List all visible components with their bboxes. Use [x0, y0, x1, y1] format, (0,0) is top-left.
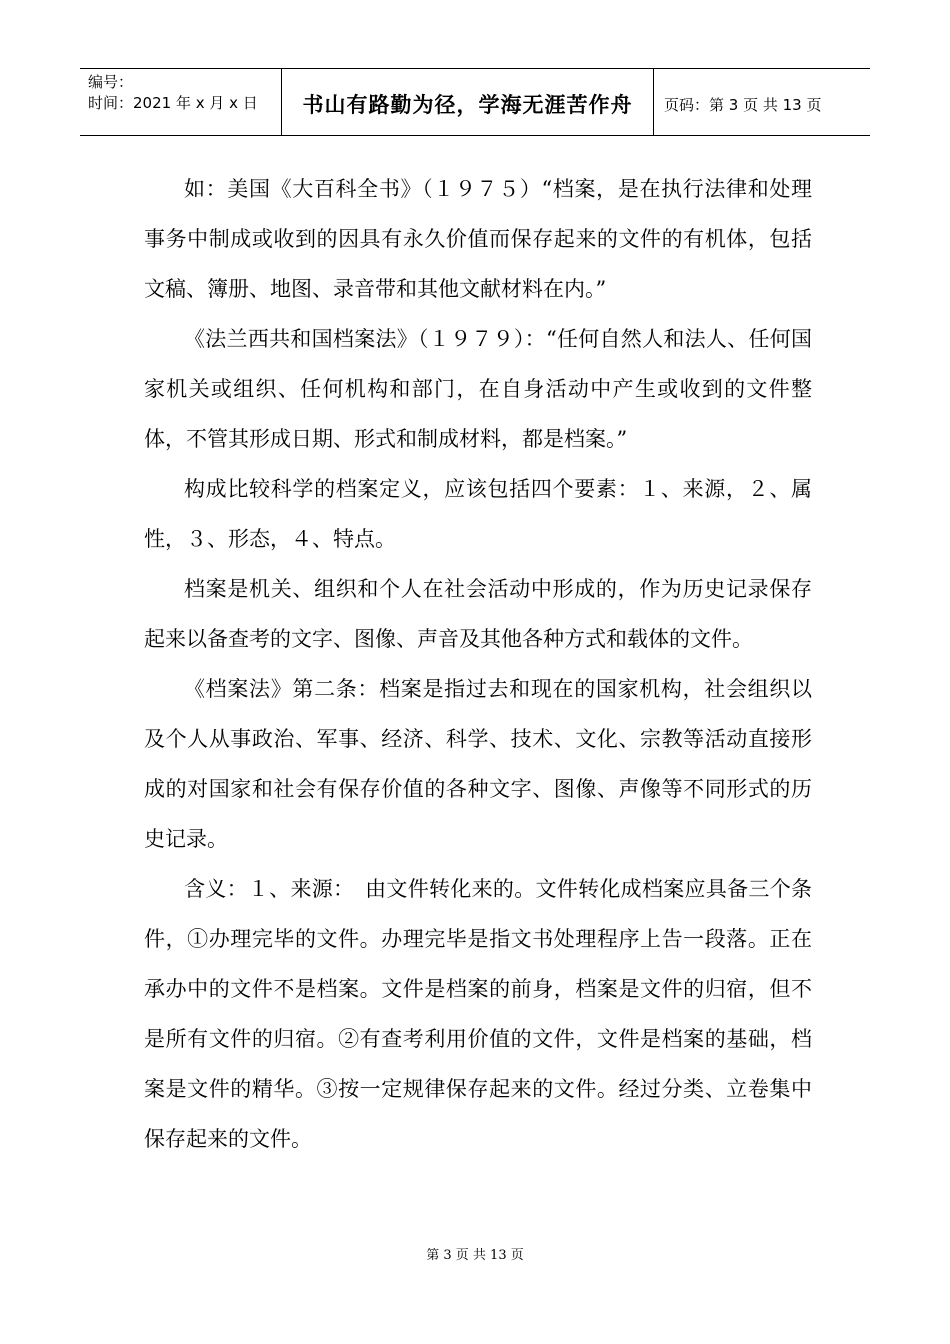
- header-meta: [80, 69, 282, 135]
- page-footer: 第 3 页 共 13 页: [426, 1248, 524, 1263]
- header-page-info: 页码：第 3 页 共 13 页: [664, 95, 822, 114]
- header-motto: 书山有路勤为径，学海无涯苦作舟: [282, 69, 654, 135]
- paragraph-french-archives-law: 《法兰西共和国档案法》（１９７９）：“任何自然人和法人、任何国家机关或组织、任何机构和部门，在自身活动中产生或收到的文件整体，不管其形成日期、形式和制成材料，都是档案。”: [144, 327, 812, 451]
- paragraph-four-elements: 构成比较科学的档案定义，应该包括四个要素：１、来源，２、属性，３、形态，４、特点。: [144, 477, 812, 551]
- document-number-label: 编号：: [88, 73, 134, 91]
- document-header: [80, 68, 870, 136]
- paragraph-archive-definition: 档案是机关、组织和个人在社会活动中形成的，作为历史记录保存起来以备查考的文字、图像、声音及其他各种方式和载体的文件。: [144, 577, 812, 651]
- paragraph-meaning-source: 含义：１、来源： 由文件转化来的。文件转化成档案应具备三个条件，①办理完毕的文件。办理完毕是指文书处理程序上告一段落。正在承办中的文件不是档案。文件是档案的前身，档案是文件的归宿，但不是所有文件的归宿。②有查考利用价值的文件，文件是档案的基础，档案是文件的精华。③按一定规律保存起来的文件。经过分类、立卷集中保存起来的文件。: [144, 877, 812, 1151]
- document-body: [144, 164, 812, 1164]
- document-time-label: 时间：2021 年 x 月 x 日: [88, 94, 258, 112]
- paragraph-encyclopedia-definition: 如：美国《大百科全书》（１９７５）“档案，是在执行法律和处理事务中制成或收到的因具有永久价值而保存起来的文件的有机体，包括文稿、簿册、地图、录音带和其他文献材料在内。”: [144, 177, 812, 301]
- paragraph-archives-law-article: 《档案法》第二条：档案是指过去和现在的国家机构，社会组织以及个人从事政治、军事、经济、科学、技术、文化、宗教等活动直接形成的对国家和社会有保存价值的各种文字、图像、声像等不同形式的历史记录。: [144, 677, 812, 851]
